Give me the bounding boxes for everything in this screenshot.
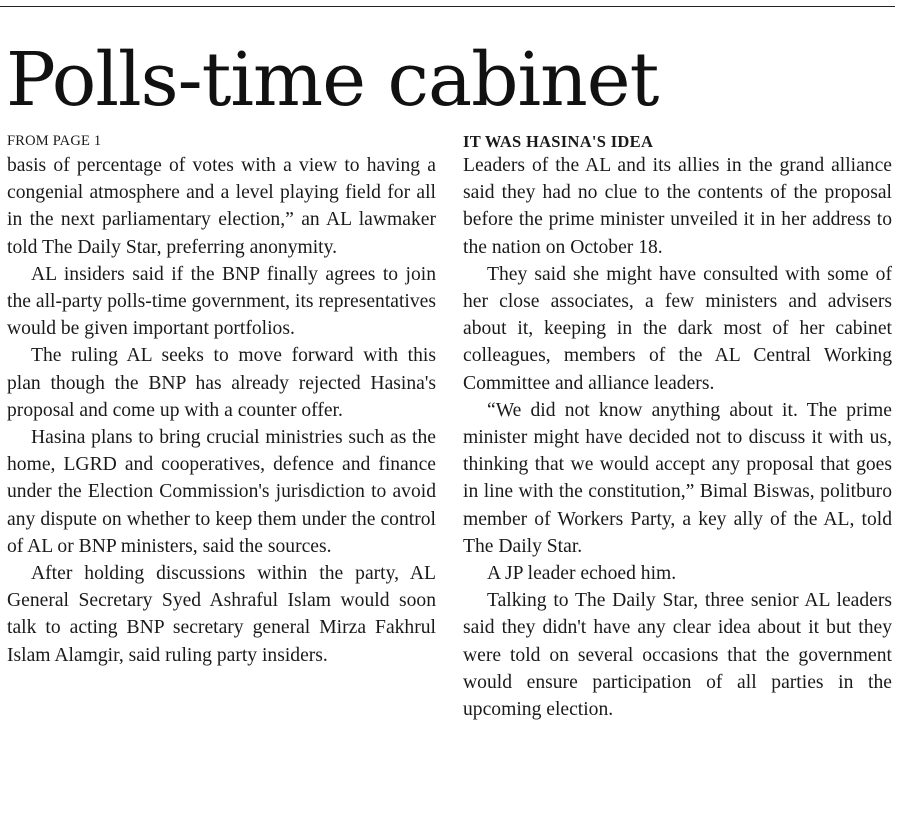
paragraph: Leaders of the AL and its allies in the grand alliance said they had no clue to the contents of the proposal before the prime minister unveiled it in her address to the nation on October 18.	[463, 155, 892, 258]
paragraph: A JP leader echoed him.	[487, 563, 677, 585]
paragraph: They said she might have consulted with some of her close associates, a few ministers and advisers about it, keeping in the dark most of her cabinet colleagues, members of the AL Central Working Committee and alliance leaders.	[463, 263, 892, 394]
top-rule	[0, 6, 895, 7]
paragraph: After holding discussions within the party, AL General Secretary Syed Ashraful Islam would soon talk to acting BNP secretary general Mirza Fakhrul Islam Alamgir, said ruling party insiders.	[7, 563, 436, 666]
subhead: IT WAS HASINA'S IDEA	[463, 132, 654, 151]
paragraph: basis of percentage of votes with a view to having a congenial atmosphere and a level playing field for all in the next parliamentary election,” an AL lawmaker told The Daily Star, preferring anonymity.	[7, 155, 436, 258]
headline: Polls-time cabinet	[6, 37, 659, 123]
right-column	[463, 130, 892, 723]
left-column	[7, 130, 436, 669]
paragraph: The ruling AL seeks to move forward with this plan though the BNP has already rejected Hasina's proposal and come up with a counter offer.	[7, 345, 436, 421]
paragraph: AL insiders said if the BNP finally agrees to join the all-party polls-time government, its representatives would be given important portfolios.	[7, 263, 436, 340]
continuation-label: FROM PAGE 1	[7, 133, 102, 149]
paragraph: “We did not know anything about it. The prime minister might have decided not to discuss it with us, thinking that we would accept any proposal that goes in line with the constitution,” Bimal Biswas, politburo member of Workers Party, a key ally of the AL, told The Daily Star.	[463, 399, 892, 557]
paragraph: Talking to The Daily Star, three senior AL leaders said they didn't have any clear idea about it but they were told on several occasions that the government would ensure participation of all parties in the upcoming election.	[463, 590, 892, 721]
paragraph: Hasina plans to bring crucial ministries such as the home, LGRD and cooperatives, defence and finance under the Election Commission's jurisdiction to avoid any dispute on whether to keep them under the control of AL or BNP ministers, said the sources.	[7, 427, 436, 557]
